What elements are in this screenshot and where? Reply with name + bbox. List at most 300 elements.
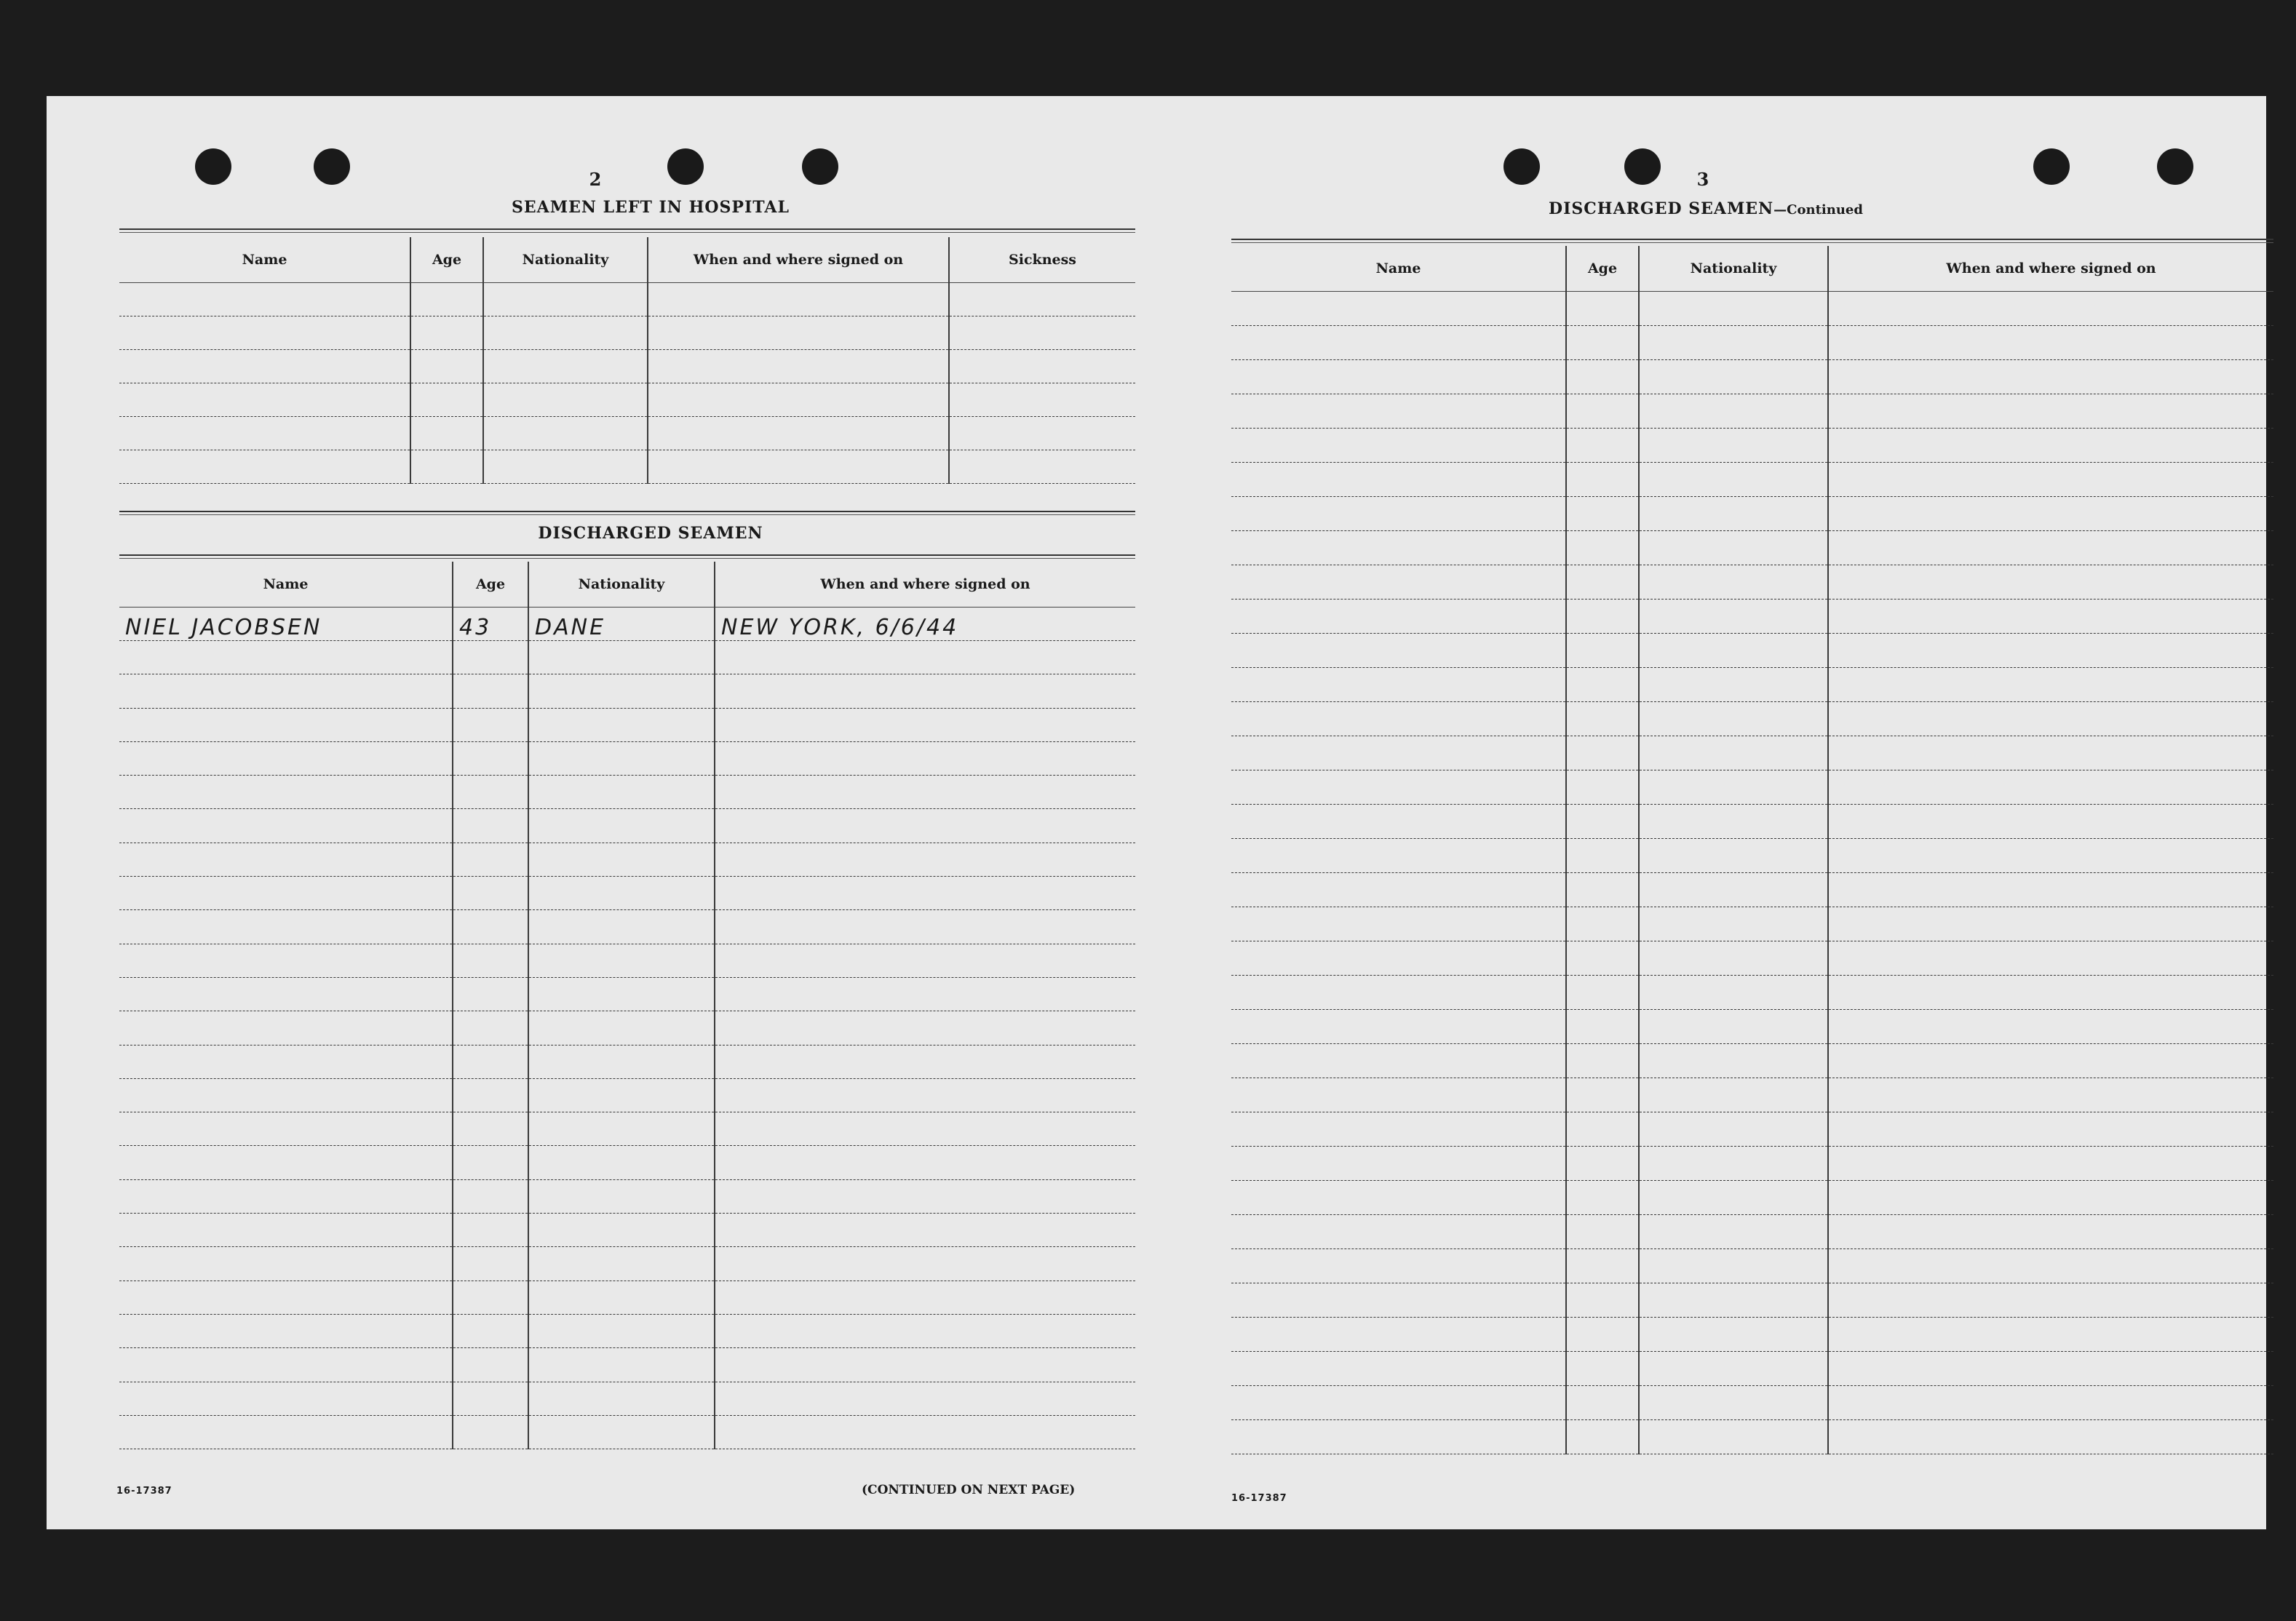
table-cell xyxy=(715,1214,1135,1247)
table-cell xyxy=(648,350,949,383)
table-row xyxy=(1231,805,2273,839)
table-cell xyxy=(1566,1249,1639,1283)
table-row xyxy=(1231,702,2273,736)
table-cell xyxy=(1566,1352,1639,1386)
column-header: Nationality xyxy=(528,562,715,608)
table-cell xyxy=(119,877,453,910)
table-row xyxy=(119,417,1135,450)
table-cell xyxy=(1828,1044,2273,1078)
table-cell xyxy=(483,316,648,350)
table-cell xyxy=(1231,1078,1566,1112)
table-row xyxy=(119,1112,1135,1146)
table-cell xyxy=(483,283,648,316)
section-rule xyxy=(119,511,1135,515)
table-cell xyxy=(1639,1181,1828,1215)
table-cell xyxy=(528,944,715,977)
table-cell xyxy=(715,1281,1135,1314)
table-cell xyxy=(453,674,528,708)
table-cell xyxy=(1231,1181,1566,1215)
table-cell xyxy=(1639,668,1828,702)
table-cell xyxy=(119,1045,453,1078)
table-cell xyxy=(1566,1112,1639,1147)
table-cell xyxy=(1231,839,1566,873)
column-header: Sickness xyxy=(949,237,1135,283)
table-cell xyxy=(1639,839,1828,873)
discharged-section-title: DISCHARGED SEAMEN xyxy=(538,524,763,543)
table-cell xyxy=(119,910,453,944)
table-cell xyxy=(1566,634,1639,668)
entry-name: NIEL JACOBSEN xyxy=(119,608,453,641)
table-row xyxy=(119,1045,1135,1078)
table-cell xyxy=(1566,702,1639,736)
table-cell xyxy=(528,1146,715,1179)
table-cell xyxy=(453,1281,528,1314)
column-header: Name xyxy=(119,237,410,283)
entry-age: 43 xyxy=(453,608,528,641)
table-cell xyxy=(483,383,648,417)
binder-hole xyxy=(667,148,704,185)
table-cell xyxy=(648,283,949,316)
table-cell xyxy=(1828,463,2273,497)
table-row xyxy=(1231,1044,2273,1078)
table-cell xyxy=(1639,292,1828,326)
table-cell xyxy=(528,1179,715,1213)
table-cell xyxy=(528,977,715,1011)
table-row xyxy=(1231,600,2273,634)
table-row xyxy=(119,283,1135,316)
table-row xyxy=(119,809,1135,843)
table-cell xyxy=(1639,326,1828,360)
table-cell xyxy=(715,776,1135,809)
table-cell xyxy=(119,977,453,1011)
table-cell xyxy=(528,741,715,775)
table-cell xyxy=(1828,1420,2273,1454)
table-cell xyxy=(410,283,483,316)
table-cell xyxy=(1828,1112,2273,1147)
table-cell xyxy=(528,1314,715,1347)
table-cell xyxy=(1639,805,1828,839)
table-row xyxy=(119,1382,1135,1415)
table-row xyxy=(119,641,1135,674)
table-cell xyxy=(715,843,1135,876)
column-header: Name xyxy=(119,562,453,608)
table-cell xyxy=(410,316,483,350)
table-cell xyxy=(528,1112,715,1146)
table-row xyxy=(1231,1283,2273,1318)
table-cell xyxy=(1566,1010,1639,1044)
table-cell xyxy=(648,450,949,484)
table-row xyxy=(1231,1318,2273,1352)
table-cell xyxy=(1828,565,2273,600)
table-row xyxy=(119,1214,1135,1247)
table-cell xyxy=(1566,1044,1639,1078)
table-row xyxy=(1231,736,2273,770)
binder-hole xyxy=(2033,148,2070,185)
table-cell xyxy=(1566,1283,1639,1318)
table-cell xyxy=(1231,531,1566,565)
table-row xyxy=(119,944,1135,977)
table-cell xyxy=(410,417,483,450)
table-cell xyxy=(528,1382,715,1415)
table-cell xyxy=(453,1146,528,1179)
table-cell xyxy=(949,417,1135,450)
table-cell xyxy=(1231,1010,1566,1044)
table-cell xyxy=(1828,736,2273,770)
column-header: Age xyxy=(410,237,483,283)
table-row xyxy=(119,1078,1135,1112)
table-cell xyxy=(483,417,648,450)
table-cell xyxy=(119,1112,453,1146)
table-cell xyxy=(1828,1181,2273,1215)
column-header: Age xyxy=(1566,246,1639,292)
table-cell xyxy=(1828,976,2273,1010)
table-row xyxy=(1231,497,2273,531)
table-row xyxy=(119,1247,1135,1281)
table-cell xyxy=(715,977,1135,1011)
table-cell xyxy=(1566,292,1639,326)
table-cell xyxy=(453,1011,528,1045)
table-cell xyxy=(1828,1078,2273,1112)
table-cell xyxy=(1639,565,1828,600)
table-cell xyxy=(1639,1386,1828,1420)
table-cell xyxy=(1639,1249,1828,1283)
table-cell xyxy=(1639,1147,1828,1181)
table-row xyxy=(119,741,1135,775)
table-cell xyxy=(528,910,715,944)
table-cell xyxy=(1566,394,1639,429)
table-cell xyxy=(1231,1249,1566,1283)
ledger-spread xyxy=(47,96,2266,1529)
table-cell xyxy=(1639,976,1828,1010)
table-cell xyxy=(949,350,1135,383)
table-cell xyxy=(1828,634,2273,668)
table-cell xyxy=(1231,600,1566,634)
table-cell xyxy=(528,1214,715,1247)
discharged-continued-table xyxy=(1231,246,2273,1454)
table-row xyxy=(1231,1215,2273,1249)
table-cell xyxy=(949,283,1135,316)
table-cell xyxy=(1566,463,1639,497)
table-row xyxy=(119,877,1135,910)
table-cell xyxy=(1639,429,1828,463)
section-rule xyxy=(119,554,1135,559)
table-cell xyxy=(453,1045,528,1078)
discharged-continued-title xyxy=(1458,199,1953,218)
table-cell xyxy=(119,1011,453,1045)
table-cell xyxy=(1231,873,1566,907)
table-cell xyxy=(949,316,1135,350)
table-cell xyxy=(648,417,949,450)
table-cell xyxy=(715,1045,1135,1078)
table-cell xyxy=(119,1382,453,1415)
table-cell xyxy=(715,1382,1135,1415)
table-cell xyxy=(119,776,453,809)
table-row xyxy=(119,450,1135,484)
table-cell xyxy=(453,708,528,741)
table-row xyxy=(119,350,1135,383)
table-cell xyxy=(1639,702,1828,736)
table-row xyxy=(1231,394,2273,429)
table-row xyxy=(1231,429,2273,463)
binder-hole xyxy=(195,148,231,185)
table-cell xyxy=(1566,941,1639,976)
section-rule xyxy=(119,228,1135,233)
table-row xyxy=(1231,531,2273,565)
table-cell xyxy=(1639,873,1828,907)
table-cell xyxy=(715,674,1135,708)
table-cell xyxy=(119,417,410,450)
table-cell xyxy=(715,1314,1135,1347)
table-cell xyxy=(1566,1181,1639,1215)
table-cell xyxy=(1566,360,1639,394)
table-cell xyxy=(1639,770,1828,805)
table-row xyxy=(1231,907,2273,941)
table-cell xyxy=(1566,770,1639,805)
table-cell xyxy=(528,1045,715,1078)
table-cell xyxy=(453,1348,528,1382)
title-main: DISCHARGED SEAMEN xyxy=(1549,199,1774,218)
table-cell xyxy=(715,1078,1135,1112)
table-row xyxy=(1231,839,2273,873)
table-row xyxy=(1231,1386,2273,1420)
table-cell xyxy=(453,776,528,809)
table-cell xyxy=(1639,1352,1828,1386)
table-cell xyxy=(528,1415,715,1449)
table-cell xyxy=(1828,1147,2273,1181)
table-row xyxy=(1231,976,2273,1010)
table-cell xyxy=(528,674,715,708)
table-cell xyxy=(1828,600,2273,634)
table-cell xyxy=(1231,770,1566,805)
table-cell xyxy=(119,383,410,417)
table-cell xyxy=(1639,600,1828,634)
table-row xyxy=(1231,1249,2273,1283)
table-cell xyxy=(1566,805,1639,839)
table-cell xyxy=(715,910,1135,944)
table-cell xyxy=(1231,736,1566,770)
table-cell xyxy=(453,809,528,843)
table-cell xyxy=(119,1078,453,1112)
table-cell xyxy=(648,383,949,417)
table-row xyxy=(1231,1112,2273,1147)
table-cell xyxy=(1828,941,2273,976)
table-cell xyxy=(1566,1147,1639,1181)
table-cell xyxy=(1566,497,1639,531)
binder-hole xyxy=(802,148,838,185)
table-cell xyxy=(453,1214,528,1247)
table-cell xyxy=(1566,1318,1639,1352)
table-cell xyxy=(528,1247,715,1281)
table-cell xyxy=(715,1247,1135,1281)
table-row xyxy=(119,1179,1135,1213)
table-cell xyxy=(119,641,453,674)
hospital-section-title: SEAMEN LEFT IN HOSPITAL xyxy=(512,198,790,217)
column-header: When and where signed on xyxy=(715,562,1135,608)
table-cell xyxy=(1566,326,1639,360)
table-cell xyxy=(1231,702,1566,736)
table-cell xyxy=(119,1214,453,1247)
table-cell xyxy=(119,1314,453,1347)
table-cell xyxy=(119,1415,453,1449)
table-cell xyxy=(715,641,1135,674)
table-cell xyxy=(1566,907,1639,941)
table-cell xyxy=(1566,600,1639,634)
table-cell xyxy=(1639,1044,1828,1078)
column-header: When and where signed on xyxy=(1828,246,2273,292)
table-row xyxy=(1231,873,2273,907)
table-cell xyxy=(1231,941,1566,976)
table-cell xyxy=(1231,565,1566,600)
table-cell xyxy=(1828,1249,2273,1283)
section-rule xyxy=(1231,239,2273,243)
table-cell xyxy=(453,1247,528,1281)
binder-hole xyxy=(2157,148,2193,185)
table-cell xyxy=(1828,360,2273,394)
table-cell xyxy=(1566,429,1639,463)
table-cell xyxy=(1566,1386,1639,1420)
table-cell xyxy=(949,383,1135,417)
table-cell xyxy=(453,641,528,674)
table-cell xyxy=(119,316,410,350)
table-cell xyxy=(1828,1283,2273,1318)
table-row xyxy=(1231,360,2273,394)
table-cell xyxy=(1231,1318,1566,1352)
table-row xyxy=(119,843,1135,876)
table-cell xyxy=(453,944,528,977)
table-cell xyxy=(528,1348,715,1382)
table-row xyxy=(119,776,1135,809)
table-row xyxy=(119,1415,1135,1449)
column-header: Nationality xyxy=(483,237,648,283)
table-cell xyxy=(1231,394,1566,429)
table-cell xyxy=(715,1179,1135,1213)
column-header: Age xyxy=(453,562,528,608)
table-cell xyxy=(715,809,1135,843)
table-row xyxy=(119,1348,1135,1382)
table-cell xyxy=(119,1146,453,1179)
column-header: Name xyxy=(1231,246,1566,292)
entry-signed-on: NEW YORK, 6/6/44 xyxy=(715,608,1135,641)
table-cell xyxy=(1231,360,1566,394)
table-row xyxy=(119,1011,1135,1045)
table-cell xyxy=(1639,1078,1828,1112)
table-row xyxy=(119,910,1135,944)
table-cell xyxy=(453,1382,528,1415)
table-cell xyxy=(483,450,648,484)
table-cell xyxy=(1231,1147,1566,1181)
table-cell xyxy=(1231,668,1566,702)
table-cell xyxy=(715,1348,1135,1382)
table-cell xyxy=(528,1281,715,1314)
left-page xyxy=(47,96,1153,1529)
table-row xyxy=(1231,1147,2273,1181)
table-cell xyxy=(1639,360,1828,394)
table-cell xyxy=(1566,736,1639,770)
table-cell xyxy=(119,350,410,383)
table-cell xyxy=(119,1281,453,1314)
table-cell xyxy=(453,1112,528,1146)
table-cell xyxy=(1639,394,1828,429)
table-cell xyxy=(119,1348,453,1382)
table-cell xyxy=(1828,531,2273,565)
binder-hole xyxy=(1503,148,1540,185)
column-header: Nationality xyxy=(1639,246,1828,292)
table-cell xyxy=(410,383,483,417)
form-number: 16-17387 xyxy=(116,1486,172,1497)
table-cell xyxy=(1828,326,2273,360)
table-row xyxy=(119,383,1135,417)
table-cell xyxy=(119,809,453,843)
table-row xyxy=(119,1146,1135,1179)
table-cell xyxy=(1639,497,1828,531)
binder-hole xyxy=(314,148,350,185)
table-cell xyxy=(1566,1215,1639,1249)
table-cell xyxy=(1231,907,1566,941)
table-row xyxy=(1231,1078,2273,1112)
table-cell xyxy=(715,741,1135,775)
table-cell xyxy=(1566,565,1639,600)
table-cell xyxy=(1231,1352,1566,1386)
table-cell xyxy=(1828,429,2273,463)
table-cell xyxy=(1566,668,1639,702)
table-cell xyxy=(1828,1318,2273,1352)
table-cell xyxy=(528,708,715,741)
table-cell xyxy=(528,641,715,674)
table-row xyxy=(119,674,1135,708)
table-cell xyxy=(119,450,410,484)
table-cell xyxy=(1639,1318,1828,1352)
table-cell xyxy=(119,944,453,977)
form-number: 16-17387 xyxy=(1231,1493,1287,1504)
table-cell xyxy=(119,1179,453,1213)
table-cell xyxy=(453,977,528,1011)
column-header: When and where signed on xyxy=(648,237,949,283)
table-row xyxy=(1231,941,2273,976)
table-row xyxy=(119,1314,1135,1347)
table-row xyxy=(119,977,1135,1011)
entry-nationality: DANE xyxy=(528,608,715,641)
table-cell xyxy=(1828,1010,2273,1044)
table-cell xyxy=(1828,1352,2273,1386)
table-cell xyxy=(1828,497,2273,531)
table-cell xyxy=(453,1179,528,1213)
table-cell xyxy=(1828,292,2273,326)
table-row xyxy=(119,608,1135,641)
table-cell xyxy=(1828,907,2273,941)
table-cell xyxy=(528,776,715,809)
table-cell xyxy=(1639,941,1828,976)
table-cell xyxy=(1828,770,2273,805)
right-page xyxy=(1153,96,2266,1529)
table-row xyxy=(1231,668,2273,702)
table-row xyxy=(1231,1420,2273,1454)
table-cell xyxy=(1828,1386,2273,1420)
table-cell xyxy=(453,1314,528,1347)
table-cell xyxy=(1231,1420,1566,1454)
table-row xyxy=(119,316,1135,350)
table-cell xyxy=(1639,1215,1828,1249)
table-cell xyxy=(1639,531,1828,565)
table-cell xyxy=(453,1078,528,1112)
table-cell xyxy=(453,843,528,876)
table-row xyxy=(1231,1181,2273,1215)
continued-note: (CONTINUED ON NEXT PAGE) xyxy=(862,1483,1076,1497)
table-cell xyxy=(453,741,528,775)
table-row xyxy=(1231,292,2273,326)
table-cell xyxy=(1639,1112,1828,1147)
table-row xyxy=(1231,565,2273,600)
table-cell xyxy=(119,708,453,741)
